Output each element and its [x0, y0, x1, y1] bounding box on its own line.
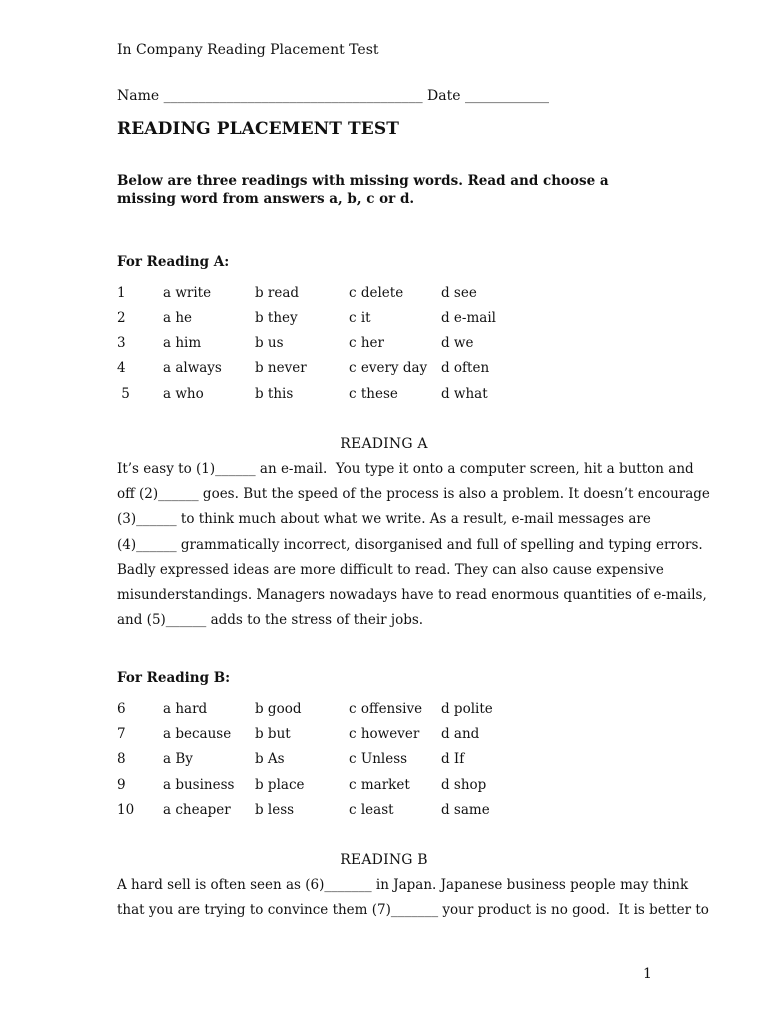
- reading-a-title: READING A: [340, 436, 428, 452]
- question-number: 9: [117, 777, 126, 793]
- option-b: b place: [255, 777, 305, 793]
- option-d: d e-mail: [441, 310, 496, 326]
- option-a: a write: [163, 285, 212, 301]
- option-b: b As: [255, 751, 285, 767]
- option-d: d we: [441, 335, 474, 351]
- document-header: In Company Reading Placement Test: [117, 42, 379, 58]
- name-label: Name: [117, 88, 164, 104]
- option-b: b never: [255, 360, 307, 376]
- option-b: b they: [255, 310, 298, 326]
- option-row: [0, 335, 768, 355]
- option-a: a he: [163, 310, 193, 326]
- option-d: d see: [441, 285, 477, 301]
- page-number: 1: [643, 966, 652, 982]
- option-b: b this: [255, 386, 294, 402]
- question-number: 3: [117, 335, 126, 351]
- passage-line: A hard sell is often seen as (6)_______ in Japan. Japanese business people may think: [117, 877, 689, 893]
- option-c: c delete: [349, 285, 404, 301]
- option-row: [0, 751, 768, 771]
- passage-line: Badly expressed ideas are more difficult to read. They can also cause expensive: [117, 561, 664, 578]
- reading-b-passage: [117, 873, 709, 923]
- option-row: [0, 310, 768, 330]
- question-number: 7: [117, 726, 126, 742]
- page-title: READING PLACEMENT TEST: [117, 119, 399, 139]
- option-d: d often: [441, 360, 490, 376]
- question-number: 4: [117, 360, 126, 376]
- option-row: [0, 802, 768, 822]
- reading-b-label: For Reading B:: [117, 670, 231, 686]
- name-blank: _____________________________________: [163, 88, 423, 104]
- option-c: c market: [349, 777, 410, 793]
- passage-line: that you are trying to convince them (7)_______ your product is no good. It is better to: [117, 902, 709, 919]
- option-a: a him: [163, 335, 202, 351]
- option-a: a who: [163, 386, 204, 402]
- option-a: a always: [163, 360, 222, 376]
- name-date-line: [117, 88, 549, 104]
- reading-a-label: For Reading A:: [117, 254, 230, 270]
- option-row: [0, 285, 768, 305]
- option-b: b but: [255, 726, 291, 742]
- option-c: c however: [349, 726, 420, 742]
- question-number: 2: [117, 310, 126, 326]
- option-c: c it: [349, 310, 371, 326]
- option-row: [0, 701, 768, 721]
- option-c: c her: [349, 335, 384, 351]
- option-d: d what: [441, 386, 488, 402]
- reading-b-title: READING B: [340, 852, 428, 868]
- option-d: d same: [441, 802, 490, 818]
- question-number: 5: [117, 386, 130, 402]
- reading-a-passage: [117, 457, 710, 633]
- question-number: 10: [117, 802, 135, 818]
- option-b: b less: [255, 802, 295, 818]
- option-b: b us: [255, 335, 284, 351]
- passage-line: (4)______ grammatically incorrect, disorganised and full of spelling and typing errors.: [117, 536, 703, 553]
- option-d: d shop: [441, 777, 487, 793]
- option-row: [0, 360, 768, 380]
- option-row: [0, 726, 768, 746]
- option-row: [0, 777, 768, 797]
- option-a: a By: [163, 751, 193, 767]
- option-c: c least: [349, 802, 394, 818]
- passage-line: It’s easy to (1)______ an e-mail. You type it onto a computer screen, hit a button and: [117, 461, 694, 477]
- passage-line: (3)______ to think much about what we write. As a result, e-mail messages are: [117, 511, 651, 528]
- option-a: a cheaper: [163, 802, 231, 818]
- option-a: a because: [163, 726, 232, 742]
- option-b: b read: [255, 285, 300, 301]
- option-c: c these: [349, 386, 398, 402]
- passage-line: off (2)______ goes. But the speed of the process is also a problem. It doesn’t encourage: [117, 486, 710, 503]
- option-a: a hard: [163, 701, 208, 717]
- option-d: d and: [441, 726, 480, 742]
- question-number: 6: [117, 701, 126, 717]
- option-d: d If: [441, 751, 465, 767]
- option-b: b good: [255, 701, 302, 717]
- date-label: Date: [422, 88, 465, 104]
- option-c: c every day: [349, 360, 428, 376]
- passage-line: and (5)______ adds to the stress of their jobs.: [117, 612, 424, 629]
- date-blank: ____________: [465, 88, 549, 104]
- question-number: 8: [117, 751, 126, 767]
- option-c: c Unless: [349, 751, 408, 767]
- option-c: c offensive: [349, 701, 423, 717]
- option-a: a business: [163, 777, 235, 793]
- option-row: [0, 386, 768, 406]
- passage-line: misunderstandings. Managers nowadays have to read enormous quantities of e-mails,: [117, 587, 707, 604]
- question-number: 1: [117, 285, 126, 301]
- instructions: Below are three readings with missing words. Read and choose a missing word from answers a, b, c or d.: [117, 173, 609, 207]
- option-d: d polite: [441, 701, 493, 717]
